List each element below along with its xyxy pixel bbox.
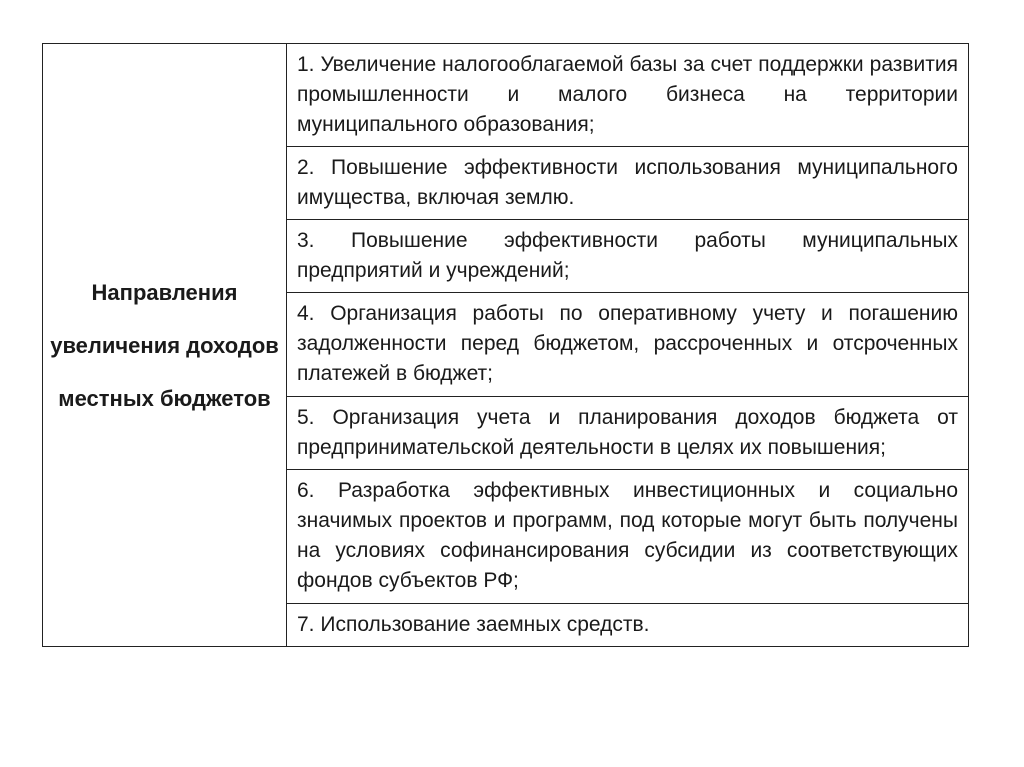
list-item (287, 470, 969, 604)
list-item (287, 604, 969, 647)
item-text-3: 3. Повышение эффективности работы муниципальных предприятий и учреждений; (297, 229, 958, 282)
item-text-2: 2. Повышение эффективности использования муниципального имущества, включая землю. (297, 156, 958, 209)
list-item (287, 397, 969, 470)
list-item (287, 220, 969, 293)
row-header-cell (43, 44, 287, 647)
income-directions-table (42, 43, 969, 647)
item-text-4: 4. Организация работы по оперативному учету и погашению задолженности перед бюджетом, рассроченных и отсроченных платежей в бюджет; (297, 302, 958, 385)
item-text-5: 5. Организация учета и планирования доходов бюджета от предпринимательской деятельности в целях их повышения; (297, 406, 958, 459)
list-item (287, 44, 969, 147)
list-item (287, 147, 969, 220)
item-text-1: 1. Увеличение налогооблагаемой базы за счет поддержки развития промышленности и малого бизнеса на территории муниципального образования; (297, 53, 958, 136)
item-text-7: 7. Использование заемных средств. (297, 613, 650, 636)
item-text-6: 6. Разработка эффективных инвестиционных и социально значимых проектов и программ, под которые могут быть получены на условиях софинансирования субсидии из соответствующих фондов субъектов РФ; (297, 479, 958, 592)
list-item (287, 293, 969, 397)
table-row (43, 44, 969, 147)
row-header-title: Направления увеличения доходов местных бюджетов (50, 279, 279, 411)
